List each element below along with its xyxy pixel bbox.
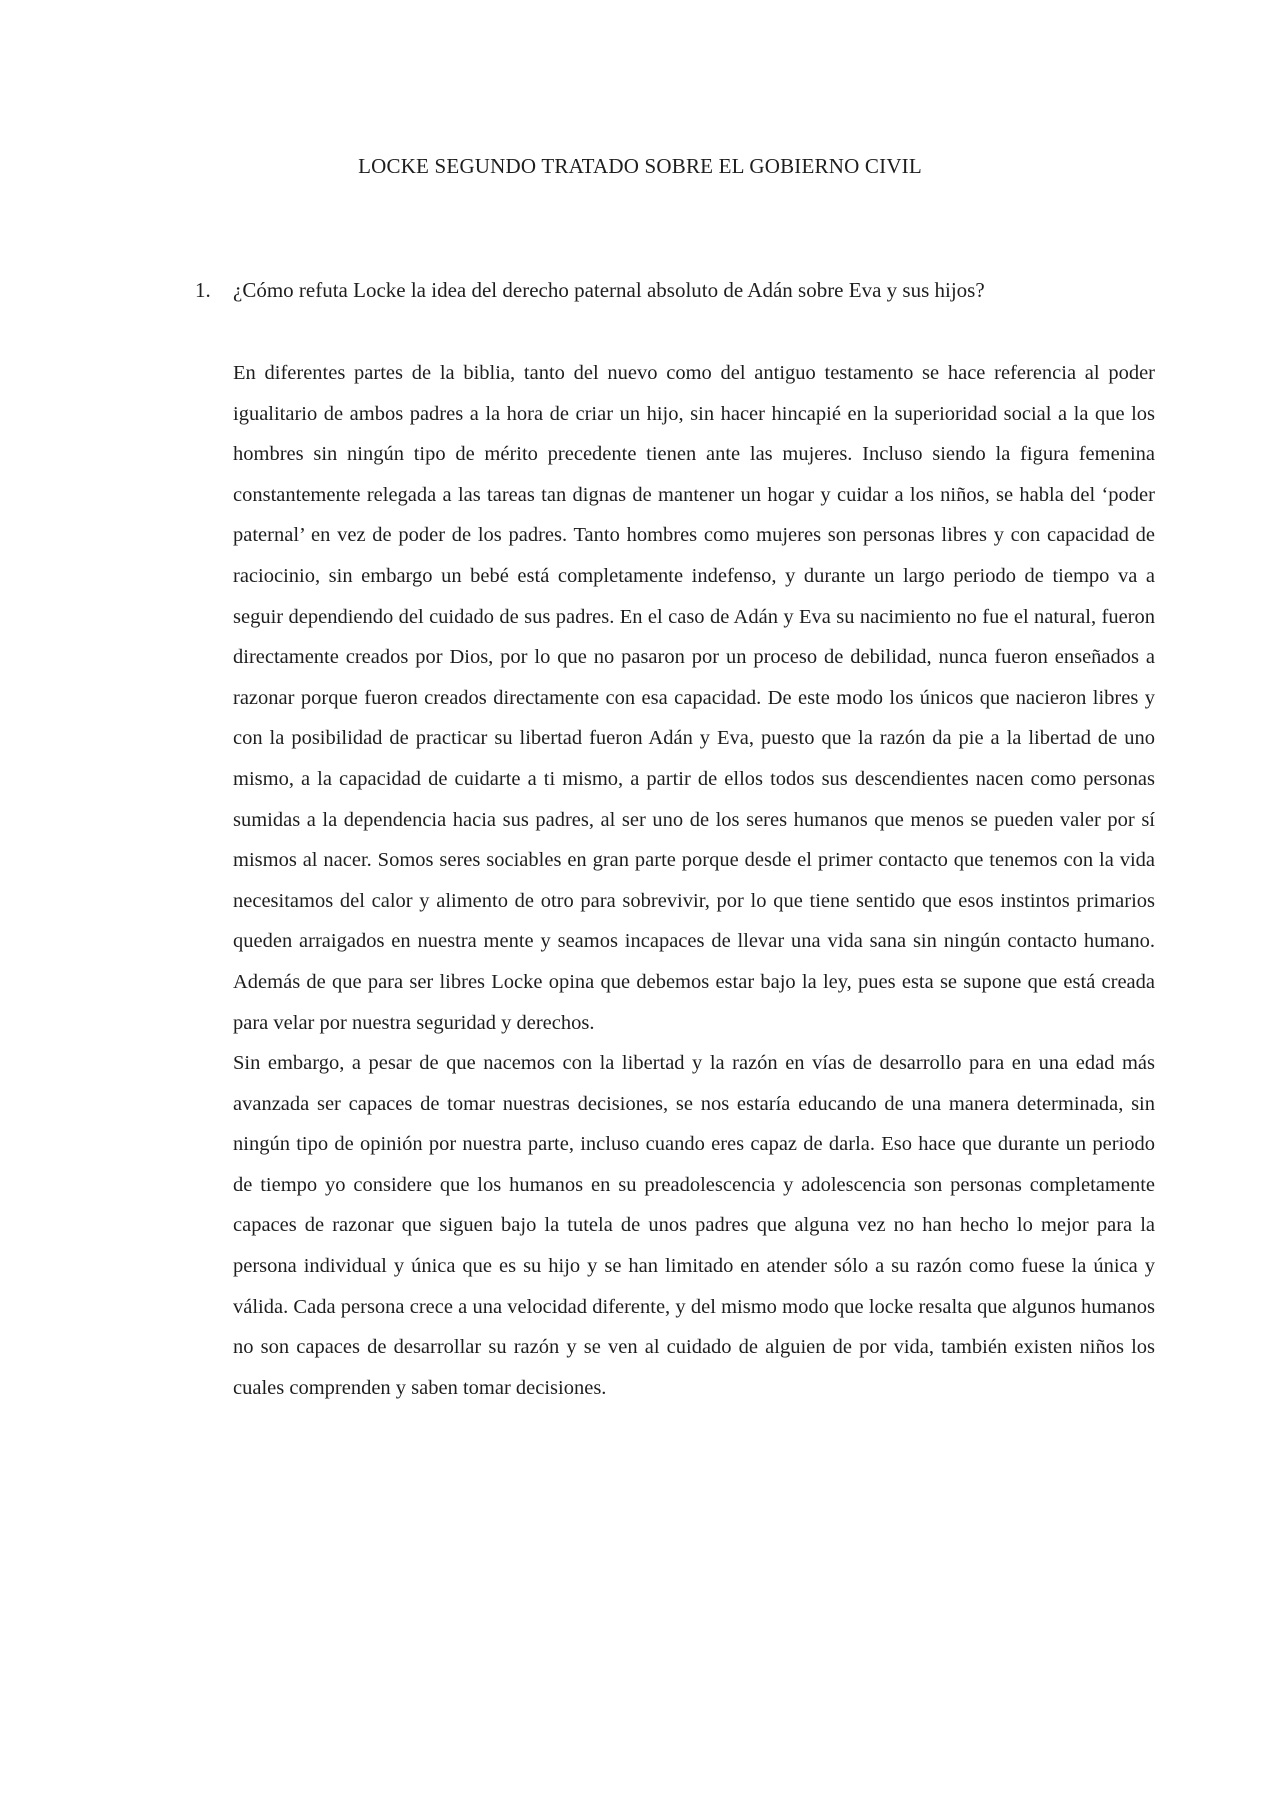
answer-body bbox=[233, 353, 1155, 1408]
question-text: ¿Cómo refuta Locke la idea del derecho paternal absoluto de Adán sobre Eva y sus hijos? bbox=[233, 278, 985, 302]
answer-paragraph-2: Sin embargo, a pesar de que nacemos con la libertad y la razón en vías de desarrollo para en una edad más avanzada ser capaces de tomar nuestras decisiones, se nos estaría educando de una manera determinada, sin ningún tipo de opinión por nuestra parte, incluso cuando eres capaz de darla. Eso hace que durante un periodo de tiempo yo considere que los humanos en su preadolescencia y adolescencia son personas completamente capaces de razonar que siguen bajo la tutela de unos padres que alguna vez no han hecho lo mejor para la persona individual y única que es su hijo y se han limitado en atender sólo a su razón como fuese la única y válida. Cada persona crece a una velocidad diferente, y del mismo modo que locke resalta que algunos humanos no son capaces de desarrollar su razón y se ven al cuidado de alguien de por vida, también existen niños los cuales comprenden y saben tomar decisiones. bbox=[233, 1052, 1155, 1399]
document-title: LOCKE SEGUNDO TRATADO SOBRE EL GOBIERNO CIVIL bbox=[358, 154, 922, 178]
question-number: 1. bbox=[195, 278, 211, 302]
answer-paragraph-1: En diferentes partes de la biblia, tanto del nuevo como del antiguo testamento se hace referencia al poder igualitario de ambos padres a la hora de criar un hijo, sin hacer hincapié en la superioridad social a la que los hombres sin ningún tipo de mérito precedente tienen ante las mujeres. Incluso siendo la figura femenina constantemente relegada a las tareas tan dignas de mantener un hogar y cuidar a los niños, se habla del ‘poder paternal’ en vez de poder de los padres. Tanto hombres como mujeres son personas libres y con capacidad de raciocinio, sin embargo un bebé está completamente indefenso, y durante un largo periodo de tiempo va a seguir dependiendo del cuidado de sus padres. En el caso de Adán y Eva su nacimiento no fue el natural, fueron directamente creados por Dios, por lo que no pasaron por un proceso de debilidad, nunca fueron enseñados a razonar porque fueron creados directamente con esa capacidad. De este modo los únicos que nacieron libres y con la posibilidad de practicar su libertad fueron Adán y Eva, puesto que la razón da pie a la libertad de uno mismo, a la capacidad de cuidarte a ti mismo, a partir de ellos todos sus descendientes nacen como personas sumidas a la dependencia hacia sus padres, al ser uno de los seres humanos que menos se pueden valer por sí mismos al nacer. Somos seres sociables en gran parte porque desde el primer contacto que tenemos con la vida necesitamos del calor y alimento de otro para sobrevivir, por lo que tiene sentido que esos instintos primarios queden arraigados en nuestra mente y seamos incapaces de llevar una vida sana sin ningún contacto humano. Además de que para ser libres Locke opina que debemos estar bajo la ley, pues esta se supone que está creada para velar por nuestra seguridad y derechos. bbox=[233, 362, 1155, 1034]
question-item bbox=[195, 278, 1155, 303]
